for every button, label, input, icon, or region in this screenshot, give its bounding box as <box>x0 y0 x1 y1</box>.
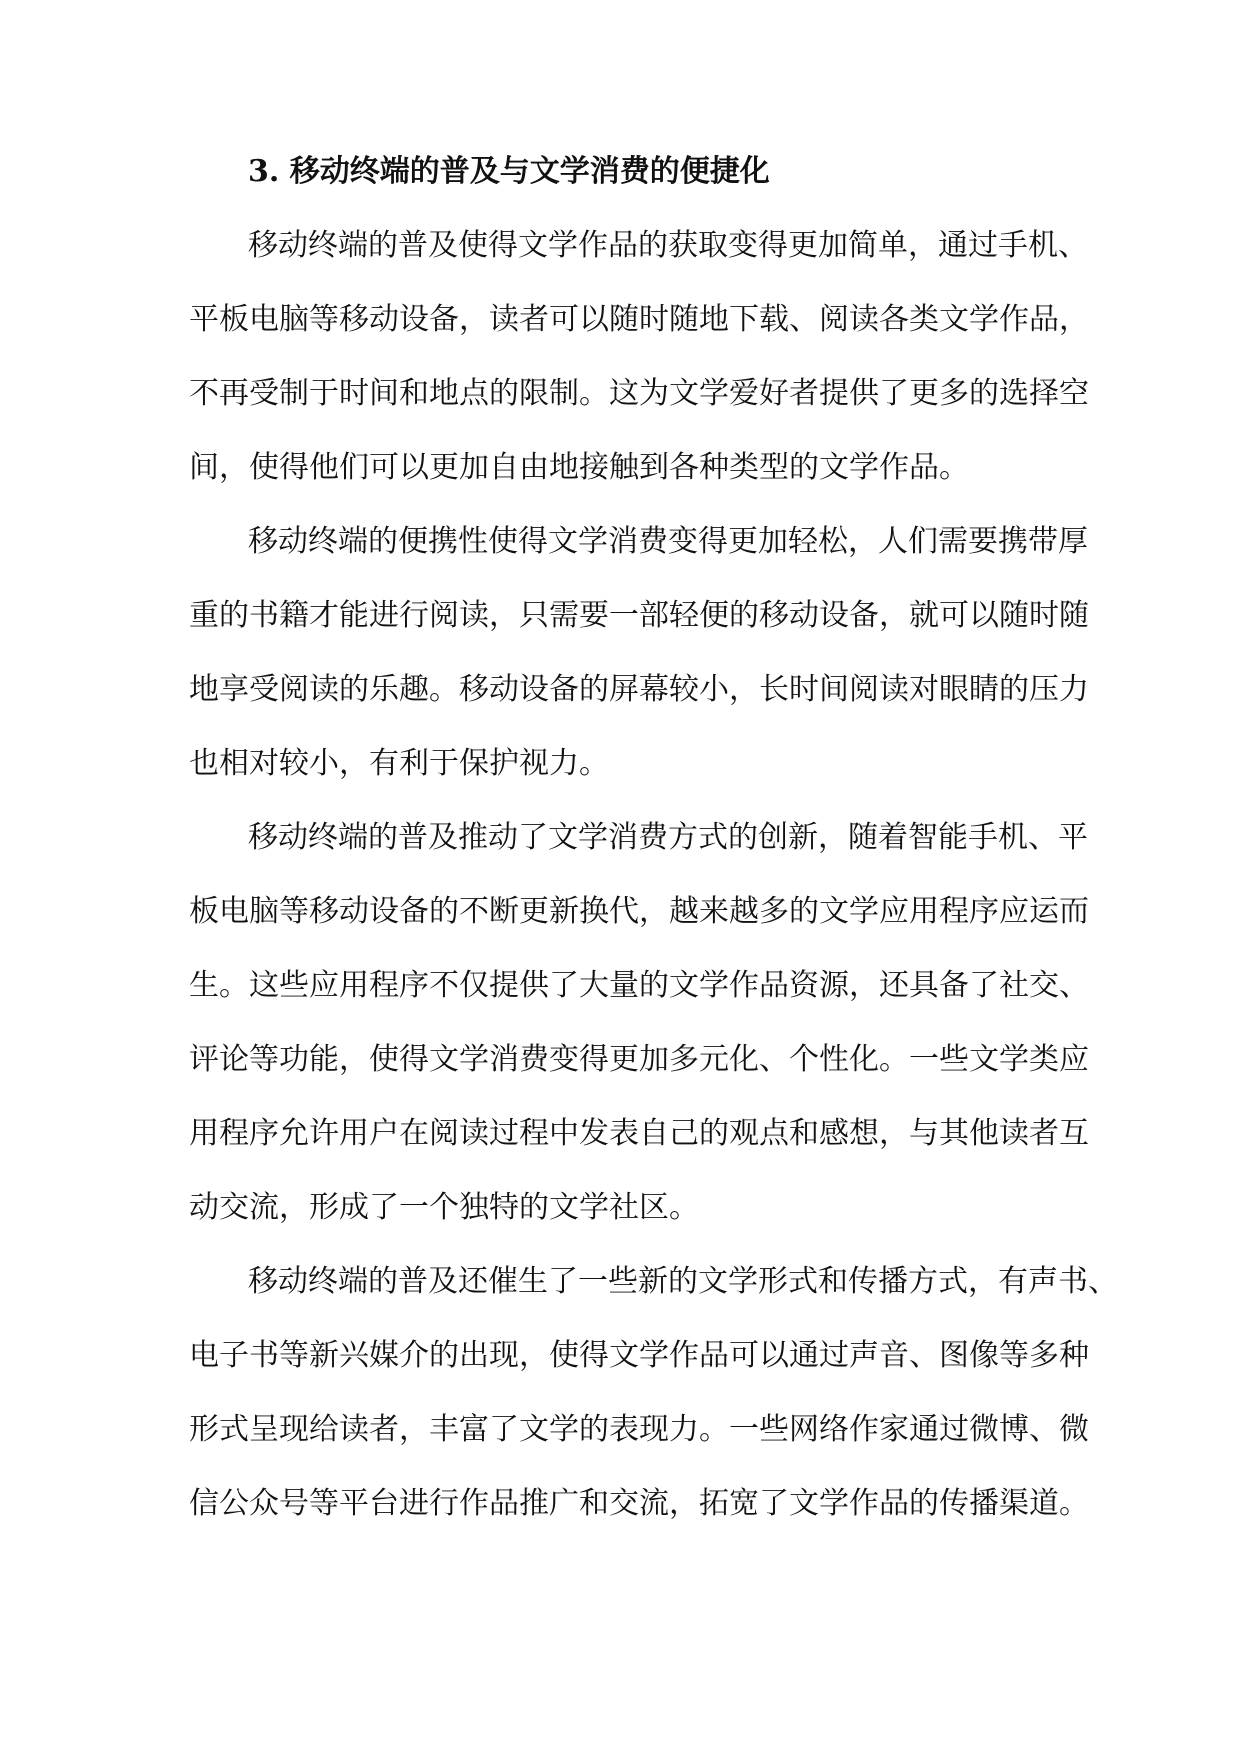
paragraph-2-line-2: 重的书籍才能进行阅读，只需要一部轻便的移动设备，就可以随时随 <box>189 598 1089 633</box>
paragraph-3-line-4: 评论等功能，使得文学消费变得更加多元化、个性化。一些文学类应 <box>189 1042 1089 1077</box>
paragraph-3-line-1: 移动终端的普及推动了文学消费方式的创新，随着智能手机、平 <box>248 820 1088 855</box>
paragraph-4-line-4: 信公众号等平台进行作品推广和交流，拓宽了文学作品的传播渠道。 <box>189 1486 1089 1521</box>
paragraph-2-line-4: 也相对较小，有利于保护视力。 <box>189 746 609 781</box>
paragraph-2-line-3: 地享受阅读的乐趣。移动设备的屏幕较小，长时间阅读对眼睛的压力 <box>189 672 1089 707</box>
paragraph-3-line-5: 用程序允许用户在阅读过程中发表自己的观点和感想，与其他读者互 <box>189 1116 1089 1151</box>
paragraph-4-line-2: 电子书等新兴媒介的出现，使得文学作品可以通过声音、图像等多种 <box>189 1338 1089 1373</box>
paragraph-4-line-3: 形式呈现给读者，丰富了文学的表现力。一些网络作家通过微博、微 <box>189 1412 1089 1447</box>
paragraph-2-line-1: 移动终端的便携性使得文学消费变得更加轻松，人们需要携带厚 <box>248 524 1088 559</box>
paragraph-1-line-4: 间，使得他们可以更加自由地接触到各种类型的文学作品。 <box>189 450 969 485</box>
paragraph-1-line-3: 不再受制于时间和地点的限制。这为文学爱好者提供了更多的选择空 <box>189 376 1089 411</box>
paragraph-3-line-6: 动交流，形成了一个独特的文学社区。 <box>189 1190 699 1225</box>
section-heading: 3. 移动终端的普及与文学消费的便捷化 <box>248 154 770 189</box>
paragraph-4-line-1: 移动终端的普及还催生了一些新的文学形式和传播方式，有声书、 <box>248 1264 1118 1299</box>
paragraph-1-line-1: 移动终端的普及使得文学作品的获取变得更加简单，通过手机、 <box>248 228 1088 263</box>
paragraph-3-line-3: 生。这些应用程序不仅提供了大量的文学作品资源，还具备了社交、 <box>189 968 1089 1003</box>
paragraph-3-line-2: 板电脑等移动设备的不断更新换代，越来越多的文学应用程序应运而 <box>189 894 1089 929</box>
paragraph-1-line-2: 平板电脑等移动设备，读者可以随时随地下载、阅读各类文学作品， <box>189 302 1089 337</box>
